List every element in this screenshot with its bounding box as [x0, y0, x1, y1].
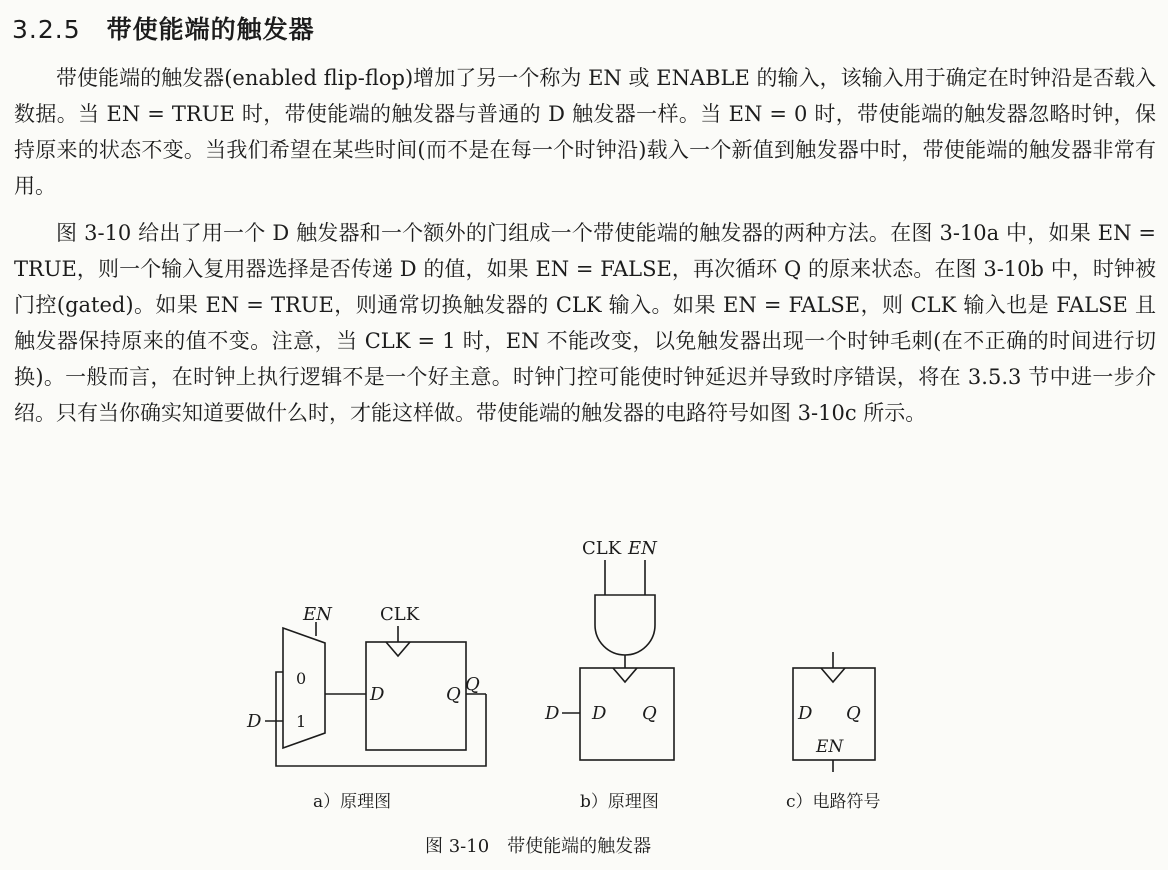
label-q-port-b: Q [642, 703, 657, 724]
label-d-port-c: D [798, 703, 813, 724]
section-title: 带使能端的触发器 [106, 15, 315, 44]
label-en-b: EN [628, 538, 657, 559]
caption-b: b）原理图 [580, 792, 659, 812]
section-heading [12, 10, 315, 46]
label-d-input-a: D [247, 711, 262, 732]
label-q-port-a: Q [446, 684, 461, 705]
label-q-port-c: Q [846, 703, 861, 724]
clock-triangle-a [386, 642, 410, 656]
figure-caption [425, 832, 651, 858]
clock-triangle-b [613, 668, 637, 682]
label-en-c: EN [816, 737, 844, 757]
label-d-port-a: D [370, 684, 385, 705]
figure-number: 图 3-10 [425, 836, 490, 857]
label-d-input-b: D [545, 703, 560, 724]
figure-title: 带使能端的触发器 [507, 836, 652, 857]
label-mux-0: 0 [296, 669, 307, 688]
paragraph-2: 图 3-10 给出了用一个 D 触发器和一个额外的门组成一个带使能端的触发器的两种方法。在图 3-10a 中，如果 EN = TRUE，则一个输入复用器选择是否传递 D 的值，如果 EN = FALSE，再次循环 Q 的原来状态。在图 3-10b 中，时钟被门控(gated)。如果 EN = TRUE，则通常切换触发器的 CLK 输入。如果 EN = FALSE，则 CLK 输入也是 FALSE 且触发器保持原来的值不变。注意，当 CLK = 1 时，EN 不能改变，以免触发器出现一个时钟毛刺(在不正确的时间进行切换)。一般而言，在时钟上执行逻辑不是一个好主意。时钟门控可能使时钟延迟并导致时序错误，将在 3.5.3 节中进一步介绍。只有当你确实知道要做什么时，才能这样做。带使能端的触发器的电路符号如图 3-10c 所示。 [14, 221, 1156, 425]
paragraph-1: 带使能端的触发器(enabled flip-flop)增加了另一个称为 EN 或 ENABLE 的输入，该输入用于确定在时钟沿是否载入数据。当 EN = TRUE 时，带使能端的触发器与普通的 D 触发器一样。当 EN = 0 时，带使能端的触发器忽略时钟，保持原来的状态不变。当我们希望在某些时间(而不是在每一个时钟沿)载入一个新值到触发器中时，带使能端的触发器非常有用。 [14, 66, 1156, 198]
figure-3-10-diagram [0, 520, 1168, 830]
caption-c: c）电路符号 [786, 792, 881, 812]
label-q-out-a: Q [465, 674, 480, 695]
label-clk-a: CLK [380, 604, 420, 625]
label-en-a: EN [303, 604, 332, 625]
section-number: 3.2.5 [12, 15, 81, 44]
and-gate-shape [595, 595, 655, 655]
label-clk-b: CLK [582, 538, 622, 559]
label-d-port-b: D [592, 703, 607, 724]
caption-a: a）原理图 [313, 792, 392, 812]
label-mux-1: 1 [296, 712, 307, 731]
clock-triangle-c [821, 668, 845, 682]
